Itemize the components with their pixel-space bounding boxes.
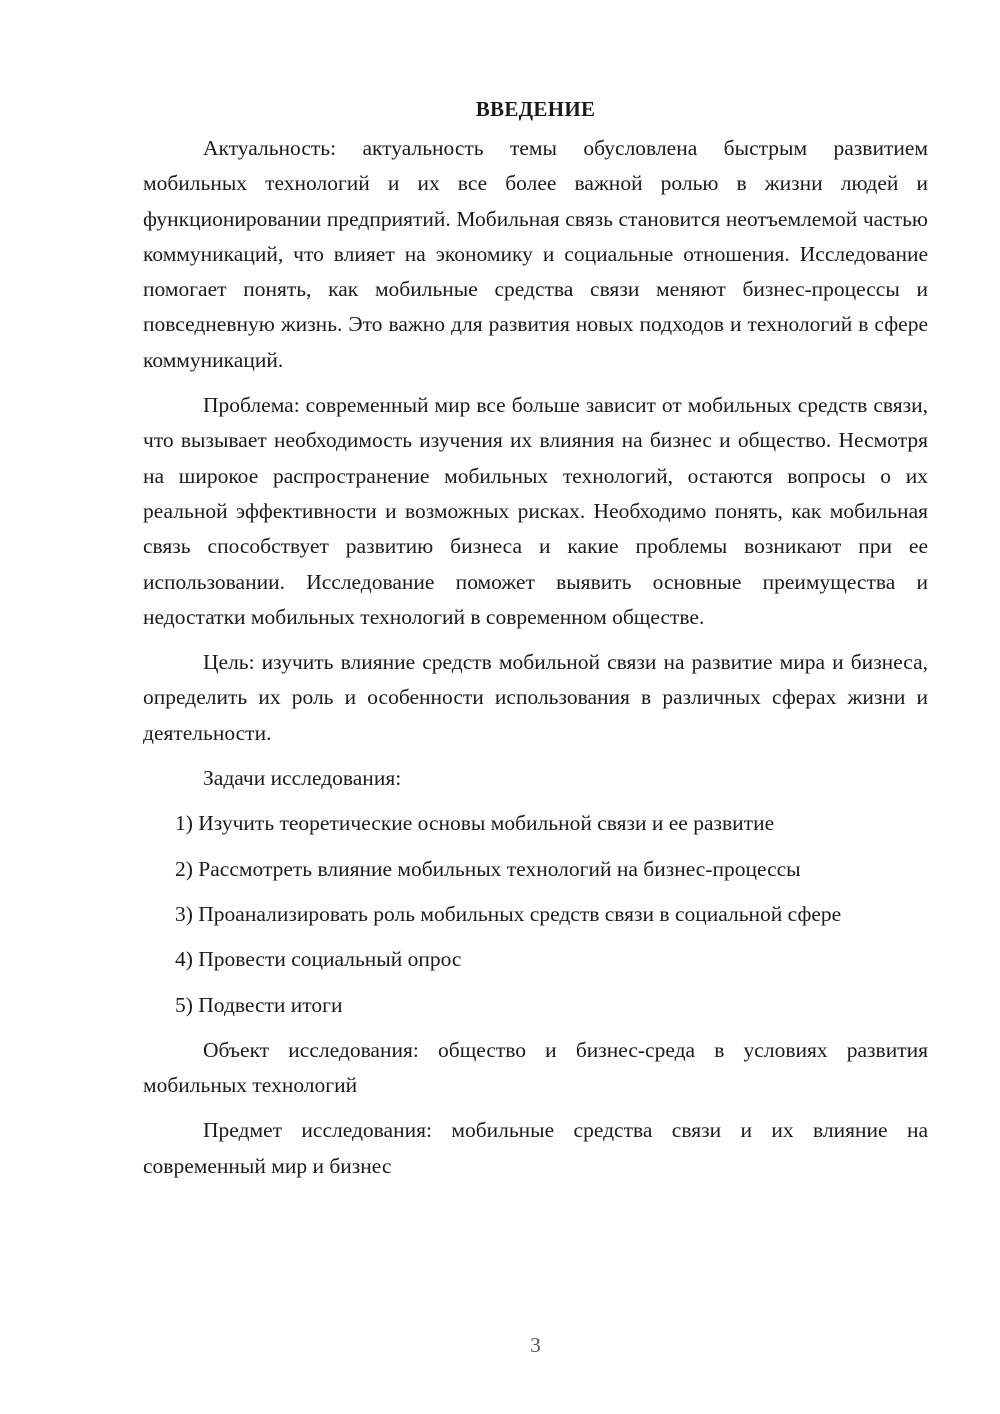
paragraph-goal: Цель: изучить влияние средств мобильной связи на развитие мира и бизнеса, определить их роль и особенности использования в различных сферах жизни и деятельности. — [143, 650, 928, 745]
task-item-4: 4) Провести социальный опрос — [175, 947, 462, 972]
paragraph-problem: Проблема: современный мир все больше зависит от мобильных средств связи, что вызывает необходимость изучения их влияния на бизнес и общество. Несмотря на широкое распространение мобильных технологий, остаются вопросы о их реальной эффективности и возможных рисках. Необходимо понять, как мобильная связь способствует развитию бизнеса и какие проблемы возникают при ее использовании. Исследование поможет выявить основные преимущества и недостатки мобильных технологий в современном обществе. — [143, 393, 928, 629]
page-number: 3 — [530, 1333, 541, 1357]
tasks-heading: Задачи исследования: — [203, 766, 402, 791]
task-item-5: 5) Подвести итоги — [175, 992, 343, 1017]
paragraph-subject: Предмет исследования: мобильные средства связи и их влияние на современный мир и бизнес — [143, 1118, 928, 1178]
paragraph-object: Объект исследования: общество и бизнес-среда в условиях развития мобильных технологий — [143, 1037, 928, 1098]
paragraph-relevance: Актуальность: актуальность темы обусловлена быстрым развитием мобильных технологий и их все более важной ролью в жизни людей и функционировании предприятий. Мобильная связь становится неотъемлемой частью коммуникаций, что влияет на экономику и социальные отношения. Исследование помогает понять, как мобильные средства связи меняют бизнес-процессы и повседневную жизнь. Это важно для развития новых подходов и технологий в сфере коммуникаций. — [143, 136, 928, 372]
task-item-1: 1) Изучить теоретические основы мобильной связи и ее развитие — [175, 811, 775, 836]
section-title: ВВЕДЕНИЕ — [475, 97, 596, 121]
task-item-2: 2) Рассмотреть влияние мобильных технологий на бизнес-процессы — [175, 856, 801, 881]
task-item-3: 3) Проанализировать роль мобильных средств связи в социальной сфере — [175, 901, 842, 926]
document-page — [143, 92, 928, 1184]
